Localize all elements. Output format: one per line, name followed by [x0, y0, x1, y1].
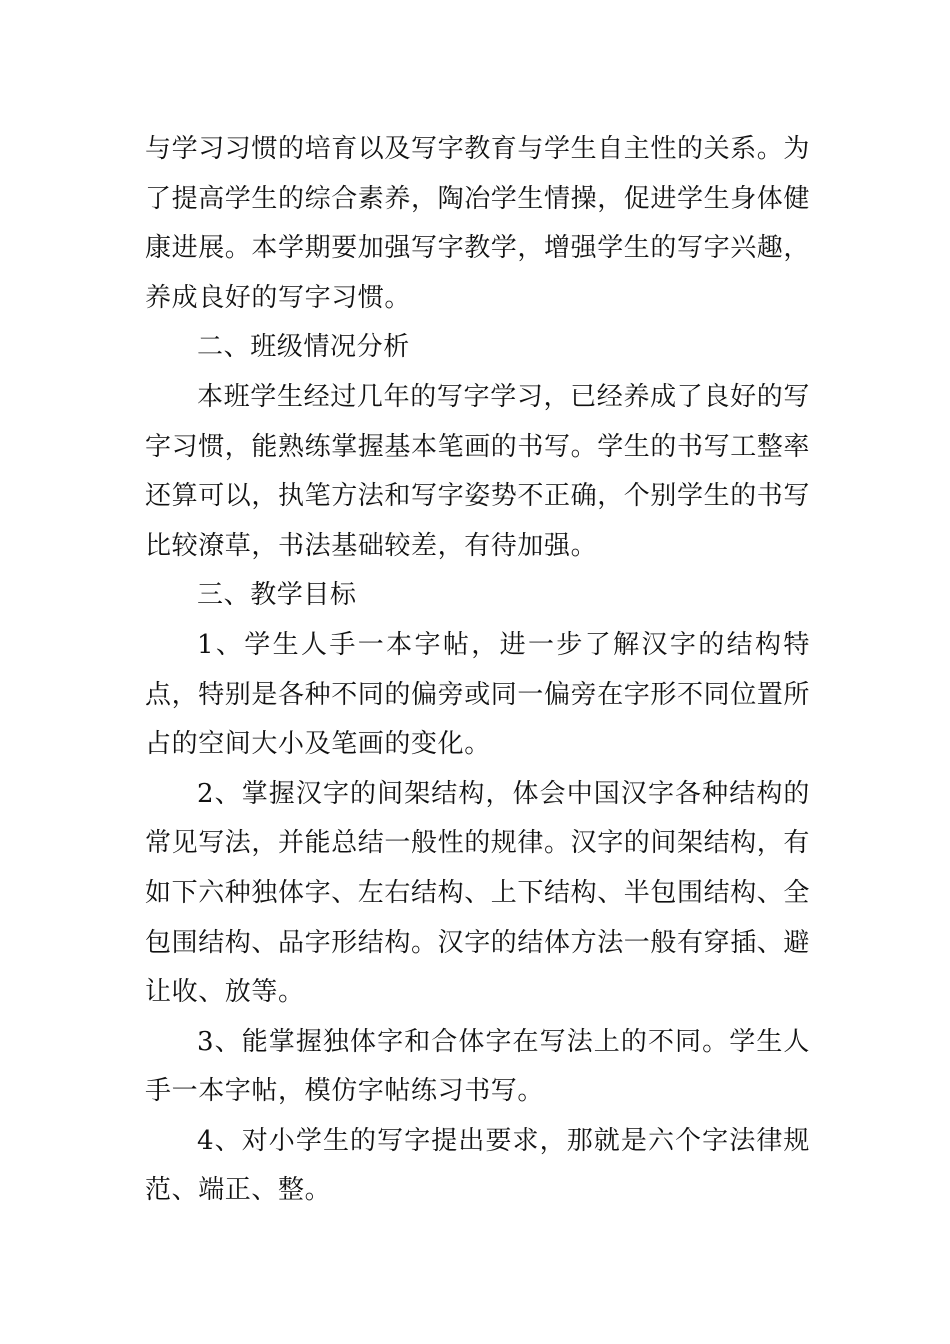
document-page	[145, 125, 810, 1216]
goal-item-4: 4、对小学生的写字提出要求，那就是六个字法律规范、端正、整。	[145, 1125, 810, 1206]
paragraph-class-analysis: 本班学生经过几年的写字学习，已经养成了良好的写字习惯，能熟练掌握基本笔画的书写。学生的书写工整率还算可以，执笔方法和写字姿势不正确，个别学生的书写比较潦草，书法基础较差，有待加强。	[145, 381, 811, 561]
paragraph-continuation: 与学习习惯的培育以及写字教育与学生自主性的关系。为了提高学生的综合素养，陶冶学生情操，促进学生身体健康进展。本学期要加强写字教学，增强学生的写字兴趣，养成良好的写字习惯。	[145, 134, 811, 313]
goal-item-3: 3、能掌握独体字和合体字在写法上的不同。学生人手一本字帖，模仿字帖练习书写。	[145, 1026, 810, 1107]
section-heading-teaching-goals: 三、教学目标	[197, 580, 357, 611]
goal-item-2: 2、掌握汉字的间架结构，体会中国汉字各种结构的常见写法，并能总结一般性的规律。汉字的间架结构，有如下六种独体字、左右结构、上下结构、半包围结构、全包围结构、品字形结构。汉字的结体方法一般有穿插、避让收、放等。	[145, 778, 811, 1008]
section-heading-class-analysis: 二、班级情况分析	[197, 332, 410, 363]
goal-item-1: 1、学生人手一本字帖，进一步了解汉字的结构特点，特别是各种不同的偏旁或同一偏旁在字形不同位置所占的空间大小及笔画的变化。	[145, 629, 811, 760]
